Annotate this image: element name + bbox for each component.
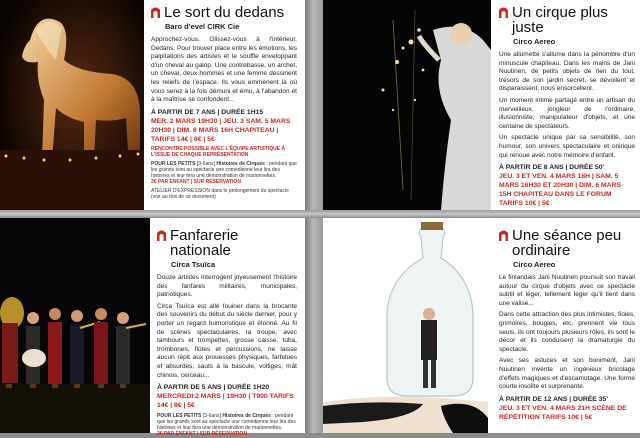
age-duration: À PARTIR DE 5 ANS | DURÉE 1H20 [157, 384, 270, 392]
horizontal-fold [0, 210, 640, 218]
bottle-photo [323, 218, 488, 433]
age-duration: À PARTIR DE 8 ANS | DURÉE 50' [499, 164, 605, 172]
show-description-2: Circa Tsuïca est allé fouiner dans la brocante des souvenirs du début du siècle dernier, pour y porter un regard humoristique et étonné. Au fil de scènes spectaculaires, la troupe, avec tambours et trompettes, grosse caisse, tuba, trombones, flûtes et percussions, ne laisse aucun répit aux prouesses physiques, farfelues et absurdes, sauts à la bascule, voltiges, mât chinois, cerceau... [157, 302, 297, 379]
show-description-2: Un moment intime partagé entre un artisan du merveilleux, jongleur de l'ordinaire, illusionniste, manipulateur d'objets, et une centaine de spectateurs. [499, 96, 635, 130]
brass-band-photo [0, 218, 150, 433]
kids-title: Histoires de Cirques [222, 413, 271, 420]
magician-photo [323, 0, 491, 210]
dates-prices: MERCREDI 2 MARS | 19H30 | T900 TARIFS 14€ | 8€ | 5€ [157, 393, 294, 410]
brass-band-photo-illustration [0, 218, 150, 433]
show-title-text: Le sort du dedans [164, 4, 285, 21]
show-description: Le finlandais Jani Nuutinen poursuit son travail autour du cirque d'objets avec ce spectacle subtil et léger, tellement léger qu'il tient dans une valise... [499, 274, 635, 307]
show-title-text: Un cirque plus juste [512, 4, 608, 36]
kids-label: POUR LES PETITS [157, 413, 202, 420]
panel-un-cirque-plus-juste [323, 0, 640, 210]
company-name: Circo Aereo [513, 37, 556, 46]
age-duration: À PARTIR DE 12 ANS | DURÉE 35' [499, 395, 608, 403]
brand-logo-icon [499, 230, 508, 241]
show-title-text: Fanfarerie nationale [170, 227, 239, 259]
kids-title: Histoires de Cirques [216, 160, 265, 167]
kids-age: [3-6ans] [196, 160, 215, 167]
card-une-seance-peu-ordinaire [499, 228, 635, 422]
meeting-note: RENCONTRE POSSIBLE AVEC L'ÉQUIPE ARTISTIQUE À L'ISSUE DE CHAQUE REPRÉSENTATION [151, 145, 286, 158]
brand-logo-icon [499, 7, 508, 18]
show-description-3: Un spectacle unique par sa sensibilité, son humour, son univers spectaculaire et onirique qui renoue avec notre mémoire d'enfant. [499, 134, 635, 159]
company-name: Circa Tsuïca [171, 260, 216, 269]
panel-le-sort-du-dedans [0, 0, 305, 210]
workshop-note: ATELIER D'EXPRESSION dans le prolongement du spectacle (voir au dos de ce document) [151, 187, 289, 200]
brand-logo-icon [157, 230, 166, 241]
show-title [499, 228, 635, 258]
kids-note [157, 413, 297, 431]
age-duration: À PARTIR DE 7 ANS | DURÉE 1H15 [151, 108, 264, 116]
kids-label: POUR LES PETITS [151, 160, 196, 167]
show-title-text: Une séance peu ordinaire [512, 227, 622, 259]
kids-text: : pendant que les grands sont au spectacle une comédienne leur lira des histoires et leur fera une démonstration de marionnettes. [157, 413, 296, 432]
company-name: Circo Aereo [513, 260, 556, 269]
show-title [151, 5, 297, 20]
kids-text: : pendant que les grands sont au spectacle une comédienne leur lira des histoires et leur fera une démonstration de marionnettes. [151, 160, 297, 179]
card-fanfarerie-nationale [157, 228, 297, 437]
brand-logo-icon [151, 7, 160, 18]
show-description-3: Avec ses astuces et son boniment, Jani Nuutinen invente un ingénieux bricolage d'effets magiques et d'escamotage. Une forme courte insolite et surprenante. [499, 357, 635, 391]
kids-age: [3-6ans] [202, 413, 221, 420]
show-description: Une allumette s'allume dans la pénombre d'un minuscule chapiteau. Dans les mains de Jani Nuutinen, de petits objets de rien du tout, trésors de son jardin secret, se dévoilent et disparaissent, nous ensorcellent. [499, 51, 635, 93]
show-description: Douze artistes interrogent joyeusement l'histoire des fanfares militaires, municipales, patriotiques. [157, 274, 297, 299]
show-title [499, 5, 635, 35]
panel-une-seance-peu-ordinaire [323, 218, 640, 433]
show-title [157, 228, 297, 258]
kids-price: 2€ PAR ENFANT | SUR RÉSERVATION [151, 178, 241, 185]
dates-prices: MER. 2 MARS 19H30 | JEU. 3 SAM. 5 MARS 20H30 | DIM. 6 MARS 16H CHAPITEAU | TARIFS 14€ | 8€ | 5€ [151, 117, 291, 143]
panel-fanfarerie-nationale [0, 218, 305, 438]
horse-photo [0, 0, 144, 210]
dates-prices: JEU. 3 ET VEN. 4 MARS 21H SCÈNE DE RÉPÉTITION TARIFS 10€ | 5€ [499, 404, 627, 421]
kids-note [151, 161, 297, 179]
horse-photo-illustration [0, 0, 144, 210]
kids-price: 2€ PAR ENFANT | SUR RÉSERVATION [157, 431, 247, 438]
show-description-2: Dans cette attraction des plus intimistes, fioles, grimoires, bougies, etc. prennent vie tous seuls, ils ont toujours plusieurs rôles, ils sont le décor et ils conduisent la dramaturgie du spectacle. [499, 311, 635, 353]
company-name: Baro d'evel CIRK Cie [165, 22, 240, 31]
magician-photo-illustration [323, 0, 491, 210]
card-un-cirque-plus-juste [499, 5, 635, 208]
dates-prices: JEU. 3 ET VEN. 4 MARS 18H | SAM. 5 MARS 16H30 ET 20H30 | DIM. 6 MARS 15H CHAPITEAU DANS LE FORUM TARIFS 10€ | 5€ [499, 173, 622, 208]
card-le-sort-du-dedans [151, 5, 297, 200]
bottle-photo-illustration [323, 218, 488, 433]
show-description: Approchez-vous. Glissez-vous à l'intérieur. Dedans. Pour trouver place entre les émotions, les palpitations des artistes et le souffle enveloppant d'un cheval au galop. Une contrebasse, un archet, un cheval, deux hommes et une femme dessinent les reliefs de l'espace. Ils vous emmènent là où vous serez à la fois démuni et ému, à l'abandon et à la maîtrise se confondent... [151, 36, 297, 104]
